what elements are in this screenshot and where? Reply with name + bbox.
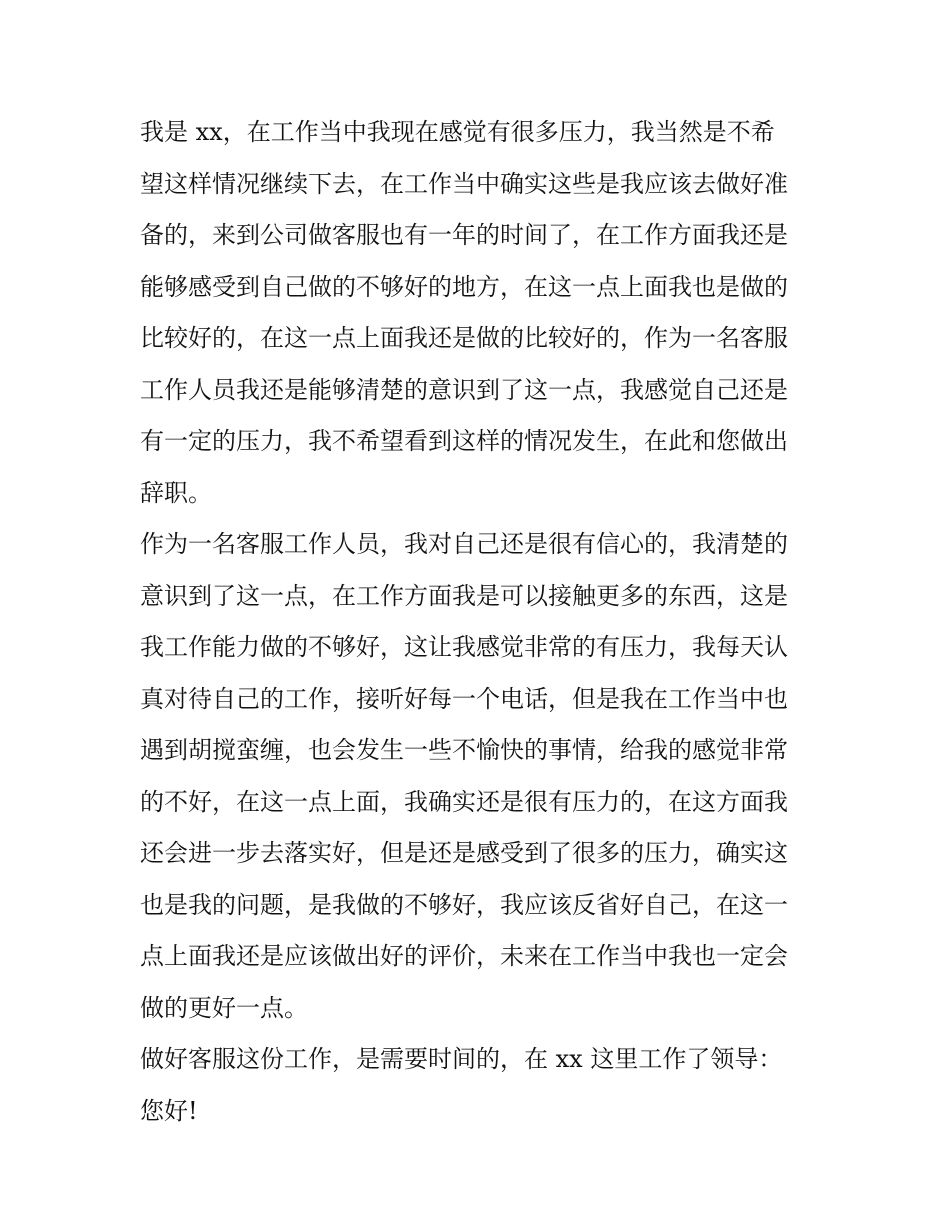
text-line: 遇到胡搅蛮缠，也会发生一些不愉快的事情，给我的感觉非常	[140, 736, 788, 764]
text-line: 的不好，在这一点上面，我确实还是很有压力的，在这方面我	[140, 787, 788, 816]
text-line: 能够感受到自己做的不够好的地方，在这一点上面我也是做的	[140, 272, 788, 301]
text-line: 比较好的，在这一点上面我还是做的比较好的，作为一名客服	[140, 324, 788, 352]
text-line: 也是我的问题，是我做的不够好，我应该反省好自己，在这一	[140, 890, 788, 919]
text-line: 辞职。	[140, 478, 212, 507]
text-line: 作为一名客服工作人员，我对自己还是很有信心的，我清楚的	[140, 530, 788, 558]
text-line: 我是 xx，在工作当中我现在感觉有很多压力，我当然是不希	[140, 118, 775, 146]
text-line: 工作人员我还是能够清楚的意识到了这一点，我感觉自己还是	[140, 375, 788, 404]
text-line: 有一定的压力，我不希望看到这样的情况发生，在此和您做出	[140, 427, 788, 455]
text-line: 望这样情况继续下去，在工作当中确实这些是我应该去做好准	[140, 169, 788, 198]
text-line: 意识到了这一点，在工作方面我是可以接触更多的东西，这是	[140, 581, 788, 610]
text-line: 备的，来到公司做客服也有一年的时间了，在工作方面我还是	[140, 221, 788, 249]
text-line: 我工作能力做的不够好，这让我感觉非常的有压力，我每天认	[140, 633, 788, 661]
text-line: 真对待自己的工作，接听好每一个电话，但是我在工作当中也	[140, 684, 788, 713]
document-body	[140, 107, 815, 1137]
text-line: 做好客服这份工作，是需要时间的，在 xx 这里工作了领导：	[140, 1045, 783, 1073]
text-line: 还会进一步去落实好，但是还是感受到了很多的压力，确实这	[140, 839, 788, 867]
text-line: 您好!	[140, 1096, 198, 1125]
text-line: 点上面我还是应该做出好的评价，未来在工作当中我也一定会	[140, 942, 788, 970]
text-line: 做的更好一点。	[140, 993, 308, 1022]
